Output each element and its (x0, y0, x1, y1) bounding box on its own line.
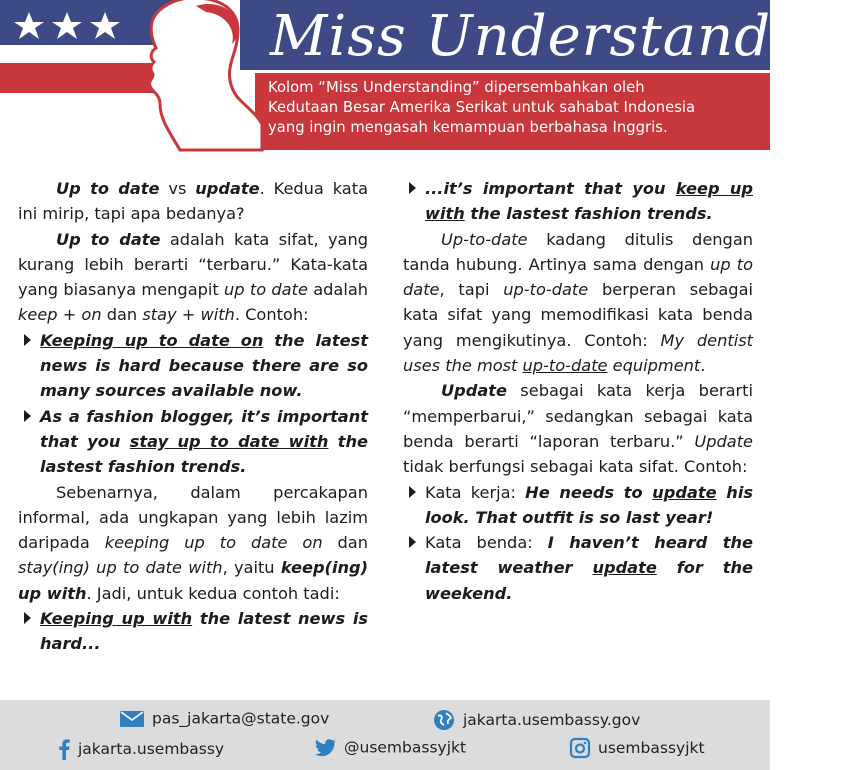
term: stay(ing) up to date with (18, 558, 223, 578)
subtitle-line: Kedutaan Besar Amerika Serikat untuk sahabat Indonesia (268, 99, 696, 116)
example-bullet (403, 480, 753, 531)
text: adalah kata sifat, yang kurang lebih berarti “terbaru.” Kata-kata yang biasanya mengapit (18, 229, 368, 300)
text: sebagai kata kerja berarti “memperbarui,” sedangkan sebagai kata benda berarti “laporan terbaru.” (403, 381, 753, 451)
text: dan (322, 533, 368, 553)
term: Update (694, 431, 753, 451)
example-bullet (18, 404, 368, 480)
paragraph-up-to-date (18, 227, 368, 328)
column-title: Miss Understanding (270, 4, 864, 69)
example-text: the latest news is hard because there are so many sources available now. (40, 330, 369, 401)
email-link[interactable] (120, 709, 329, 728)
example-text: I haven’t heard the latest weather (425, 533, 753, 578)
text: berperan sebagai kata sifat yang memodifikasi kata benda yang mengikutinya. Contoh: (403, 280, 753, 350)
facebook-text: jakarta.usembassy (78, 740, 225, 758)
stars-graphic (12, 8, 122, 42)
text: . (700, 356, 706, 376)
example-phrase: update (652, 482, 717, 502)
term: Up to date (56, 179, 160, 198)
term: Up-to-date (441, 229, 528, 249)
example-phrase: stay up to date with (129, 431, 329, 451)
term: up to date (403, 254, 753, 300)
example-phrase: update (592, 558, 657, 578)
paragraph-hyphen (403, 227, 753, 379)
term: keep(ing) up with (18, 558, 369, 603)
example-phrase: up-to-date (522, 356, 608, 376)
term: up to date (224, 280, 308, 300)
text: tidak berfungsi sebagai kata sifat. Contoh: (403, 457, 748, 477)
right-column (403, 176, 753, 606)
term: stay + with (142, 305, 235, 325)
term: up-to-date (503, 280, 589, 300)
text: kadang ditulis dengan tanda hubung. Artinya sama dengan (403, 229, 753, 274)
globe-icon (433, 709, 455, 731)
example-text: the lastest fashion trends. (464, 204, 713, 224)
facebook-icon (58, 738, 70, 760)
text: Kata kerja: (425, 482, 526, 502)
text: , tapi (439, 280, 504, 300)
twitter-link[interactable] (314, 738, 466, 757)
example-text: My dentist uses the most (403, 330, 754, 376)
text: vs (159, 179, 196, 198)
term: keeping up to date on (104, 533, 323, 553)
text: . Kedua kata ini mirip, tapi apa bedanya? (18, 179, 368, 224)
subtitle-line: Kolom “Miss Understanding” dipersembahkan oleh (268, 79, 645, 96)
example-text: the latest news is hard... (40, 609, 369, 654)
example-phrase: Keeping up to date on (40, 330, 264, 350)
example-bullet (18, 328, 368, 404)
example-bullet (403, 530, 753, 606)
term: Up to date (56, 229, 161, 249)
header-banner (0, 0, 864, 150)
example-text: As a fashion blogger, it’s important that you (40, 406, 368, 451)
term: update (195, 179, 260, 198)
facebook-link[interactable] (58, 738, 224, 760)
example-text: equipment (607, 356, 701, 376)
bullet-arrow-icon (24, 612, 31, 624)
example-text: ...it’s important that you (425, 179, 676, 198)
example-bullet (403, 176, 753, 227)
contact-footer (0, 700, 770, 770)
example-phrase: keep up with (425, 179, 753, 224)
subtitle-line: yang ingin mengasah kemampuan berbahasa Inggris. (268, 119, 668, 136)
left-column (18, 176, 368, 657)
paragraph-intro (18, 176, 368, 227)
twitter-icon (314, 739, 336, 757)
email-text: pas_jakarta@state.gov (152, 709, 330, 728)
website-text: jakarta.usembassy.gov (463, 711, 641, 729)
paragraph-informal (18, 480, 368, 606)
example-bullet (18, 606, 368, 657)
text: Kata benda: (425, 533, 548, 553)
instagram-link[interactable] (570, 738, 705, 758)
text: dan (101, 305, 143, 325)
envelope-icon (120, 711, 144, 727)
text: adalah (307, 280, 369, 300)
instagram-icon (570, 738, 590, 758)
text: Sebenarnya, dalam percakapan informal, ada ungkapan yang lebih lazim daripada (18, 482, 368, 553)
term: keep + on (18, 305, 102, 325)
bullet-arrow-icon (409, 536, 416, 548)
instagram-text: usembassyjkt (598, 739, 705, 757)
bullet-arrow-icon (24, 410, 31, 422)
paragraph-update (403, 378, 753, 479)
column-subtitle (268, 78, 768, 138)
text: , yaitu (222, 558, 281, 578)
example-text: for the weekend. (425, 558, 753, 603)
bullet-arrow-icon (24, 334, 31, 346)
text: . Contoh: (234, 305, 309, 325)
bullet-arrow-icon (409, 486, 416, 498)
website-link[interactable] (433, 709, 640, 731)
twitter-text: @usembassyjkt (344, 738, 467, 757)
example-text: the lastest fashion trends. (40, 431, 368, 477)
example-text: He needs to (525, 482, 653, 502)
example-phrase: Keeping up with (40, 609, 193, 629)
term: Update (441, 381, 507, 401)
bullet-arrow-icon (409, 182, 416, 194)
example-text: his look. That outfit is so last year! (425, 482, 754, 527)
text: . Jadi, untuk kedua contoh tadi: (86, 583, 340, 603)
